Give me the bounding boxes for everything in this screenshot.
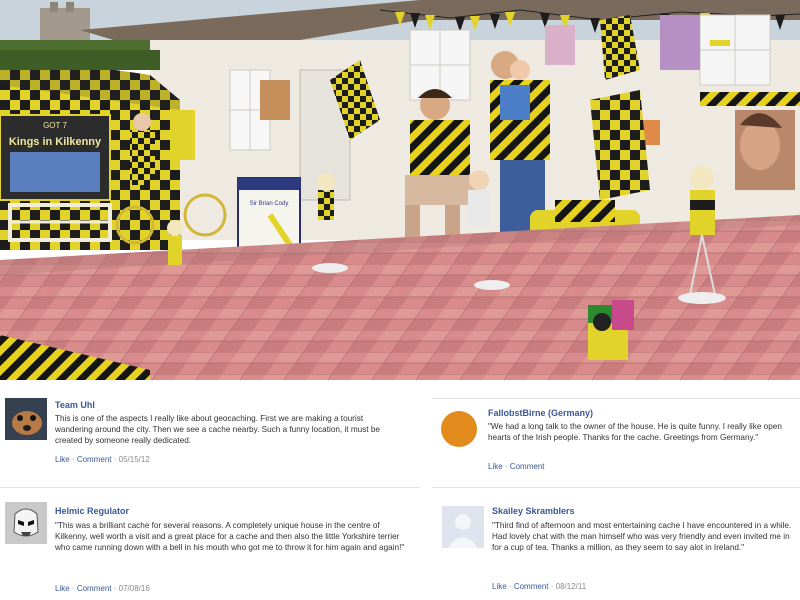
like-link[interactable]: Like (55, 455, 70, 464)
like-link[interactable]: Like (488, 462, 503, 471)
comment-text: "We had a long talk to the owner of the house. He is quite funny. I really like open hearts of the Irish people. Thanks for the cache. Greetings from Germany." (488, 422, 782, 442)
orange-circle-avatar-icon (438, 408, 480, 450)
comment-text: "Third find of afternoon and most entertaining cache I have encountered in a while. Had lovely chat with the man himself who was very friendly and even invited me in for a cup of tea. Thanks a million, as they seem to say alot in Ireland." (492, 521, 792, 552)
divider (432, 487, 800, 488)
comment-meta (488, 462, 545, 471)
comment-meta (55, 455, 150, 464)
comment-card (430, 400, 800, 500)
comment-card (430, 490, 800, 600)
stormtrooper-avatar-icon (5, 502, 47, 544)
comment-meta (492, 582, 586, 591)
meta-separator: · (550, 582, 554, 591)
meta-separator: · (504, 462, 508, 471)
divider (432, 398, 800, 399)
like-link[interactable]: Like (492, 582, 507, 591)
meta-separator: · (508, 582, 512, 591)
svg-text:GOT 7: GOT 7 (43, 121, 67, 130)
meta-separator: · (71, 584, 75, 593)
avatar[interactable] (442, 506, 484, 548)
comments-section (0, 380, 800, 600)
meta-separator: · (113, 455, 117, 464)
banner-text: Kings in Kilkenny (8, 136, 102, 148)
comment-text: "This was a brilliant cache for several reasons. A completely unique house in the centre of Kilkenny, well worth a visit and a great place for a cache and then also the little Yorkshire terrier who came running down with a bell in his mouth who got me to throw it for him again and again!" (55, 521, 405, 552)
meta-separator: · (71, 455, 75, 464)
avatar[interactable] (5, 398, 47, 440)
comment-date: 08/12/11 (555, 582, 587, 591)
divider (0, 487, 420, 488)
like-link[interactable]: Like (55, 584, 70, 593)
comment-date: 05/15/12 (118, 455, 150, 464)
default-avatar-icon (442, 506, 484, 548)
comment-link[interactable]: Comment (76, 584, 112, 593)
comment-author[interactable]: Helmic Regulator (55, 506, 130, 516)
comment-link[interactable]: Comment (513, 582, 549, 591)
comment-author[interactable]: Team Uhl (55, 400, 95, 410)
comment-text: This is one of the aspects I really like about geocaching. First we are making a tourist wandering around the city. Then we see a cache nearby. Such a funny location, it must be created by someone really dedicated. (55, 414, 380, 445)
avatar[interactable] (438, 408, 480, 450)
comment-link[interactable]: Comment (509, 462, 545, 471)
comment-author[interactable]: FallobstBirne (Germany) (488, 408, 594, 418)
dog-avatar-icon (5, 398, 47, 440)
comment-date: 07/08/16 (118, 584, 150, 593)
comment-card (0, 380, 420, 475)
comment-card (0, 490, 420, 600)
comment-link[interactable]: Comment (76, 455, 112, 464)
avatar[interactable] (5, 502, 47, 544)
meta-separator: · (113, 584, 117, 593)
comment-author[interactable]: Skailey Skramblers (492, 506, 575, 516)
comment-meta (55, 584, 150, 593)
sign-text: Sir Brian Cody (249, 201, 289, 207)
